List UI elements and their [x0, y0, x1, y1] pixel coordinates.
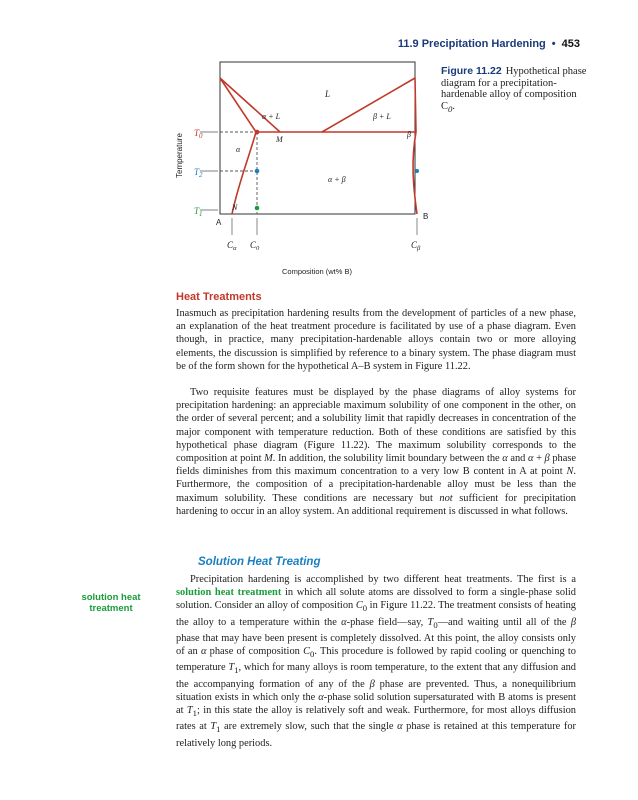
figure-caption: Figure 11.22 Hypothetical phase diagram for a precipitation-hardenable alloy of composition $C_0$.	[441, 65, 587, 114]
label-alpha: α	[236, 145, 241, 154]
label-alpha-liquid: α + L	[262, 112, 281, 121]
section-title: Heat Treatments	[176, 291, 262, 303]
paragraph-2: Two requisite features must be displayed by the phase diagrams of alloy systems for precipitation hardening: an appreciable maximum solubility of one component in the other, on the order of several percent; and a solubility limit that rapidly decreases in concentration of the major component with temperature reduction. Both of these conditions are satisfied by this hypothetical phase diagram (Figure 11.22). The maximum solubility corresponds to the composition at point M. In addition, the solubility limit boundary between the α and α + β phase fields diminishes from this maximum concentration to a very low B content in A at point N. Furthermore, the composition of a precipitation-hardenable alloy must be less than the maximum solubility. These conditions are necessary but not sufficient for precipitation hardening to occur in an alloy system. An additional requirement is discussed in what follows.	[176, 387, 577, 517]
label-beta-liquid: β + L	[373, 112, 391, 121]
paragraph-1: Inasmuch as precipitation hardening results from the development of particles of a new phase, an explanation of the heat treatment procedure is facilitated by use of a phase diagram. Even though, in practice, many precipitation-hardenable alloys contain two or more alloying elements, the discussion is simplified by reference to a binary system. The phase diagram must be of the form shown for the hypothetical A–B system in Figure 11.22.	[176, 308, 576, 372]
figure-number: Figure 11.22	[441, 65, 502, 77]
point-t1	[255, 206, 260, 211]
point-t0	[255, 130, 260, 135]
point-beta-t2	[415, 169, 419, 173]
running-header	[398, 38, 580, 50]
paragraph-3: Precipitation hardening is accomplished by two different heat treatments. The first is a solution heat treatment in which all solute atoms are dissolved to form a single-phase solid solution. Consider an alloy of composition $C_0$ in Figure 11.22. The treatment consists of heating the alloy to a temperature within the α-phase field—say, $T_0—and$ waiting until all of the β phase that may have been present is completely dissolved. At this point, the alloy consists only of an α phase of composition $C_0$. This procedure is followed by rapid cooling or quenching to temperature $T_1$, which for many alloys is room temperature, to the extent that any diffusion and the accompanying formation of any of the β phase are prevented. Thus, a nonequilibrium situation exists in which only the α-phase solid solution supersaturated with B atoms is present at $T_1$; in this state the alloy is relatively soft and weak. Furthermore, for most alloys diffusion rates at $T_1$ are extremely slow, such that the single α phase is retained at this temperature for relatively long periods.	[176, 574, 577, 749]
liquidus-right	[322, 78, 415, 132]
phase-diagram-figure	[170, 60, 440, 290]
point-t2	[255, 169, 260, 174]
y-axis-label: Temperature	[175, 133, 184, 178]
x-axis-label: Composition (wt% B)	[282, 267, 353, 276]
label-M: M	[276, 135, 283, 144]
margin-glossary-term: solution heat treatment	[81, 592, 141, 614]
label-C-beta: $C_\beta$	[411, 240, 421, 252]
label-alpha-beta: α + β	[328, 175, 346, 184]
subsection-title: Solution Heat Treating	[198, 556, 321, 568]
solidus-right	[415, 78, 416, 132]
label-A: A	[216, 218, 222, 227]
phase-diagram	[170, 60, 440, 290]
label-N: N	[232, 203, 238, 212]
diagram-frame	[220, 62, 415, 214]
keyword-solution-heat-treatment: solution heat treatment	[176, 587, 282, 599]
label-liquid: L	[325, 89, 331, 99]
section-heading: 11.9 Precipitation Hardening	[397, 38, 546, 50]
header-separator: •	[551, 38, 556, 50]
label-T1: $T_1$	[194, 206, 203, 218]
label-B: B	[423, 212, 429, 221]
label-T0: $T_0$	[194, 128, 203, 140]
label-C0: $C_0$	[250, 240, 260, 252]
label-C-alpha: $C_\alpha$	[227, 240, 237, 252]
label-T2: $T_2$	[194, 167, 203, 179]
label-beta: β	[407, 130, 411, 139]
page-number: 453	[561, 38, 580, 50]
